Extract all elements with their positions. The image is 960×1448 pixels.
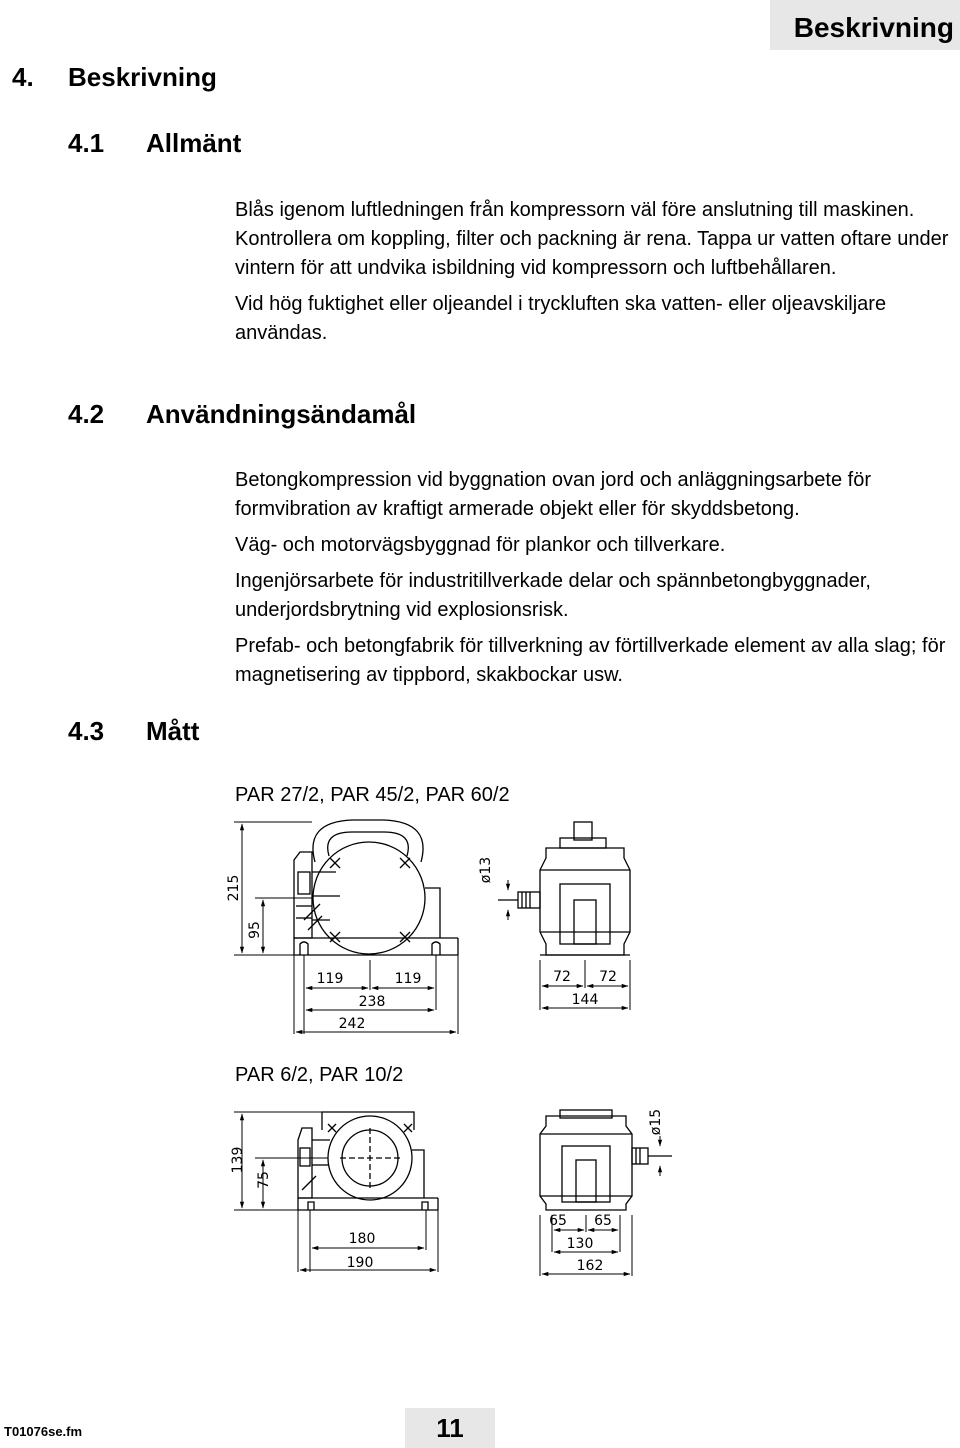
dim-side-half-right: 65 — [594, 1213, 612, 1229]
dim-side-width: 162 — [576, 1258, 604, 1274]
paragraph: Blås igenom luftledningen från kompressorn väl före anslutning till maskinen. Kontrollera om koppling, filter och packning är rena. Tappa ur vatten oftare under vintern för att undvika isbildning vid kompressorn och luftbehållaren. — [235, 199, 949, 279]
drawing-caption-1: PAR 27/2, PAR 45/2, PAR 60/2 — [235, 784, 510, 806]
section-title: Användningsändamål — [146, 399, 417, 429]
section-title: Mått — [146, 716, 200, 746]
footer-filename: T01076se.fm — [4, 1424, 83, 1439]
dim-half-left: 119 — [316, 971, 344, 987]
paragraph: Väg- och motorvägsbyggnad för plankor och tillverkare. — [235, 534, 726, 556]
drawing-1-front-dimensions — [234, 822, 458, 1034]
chapter-number: 4. — [12, 62, 34, 92]
dim-diameter: ø15 — [648, 1108, 664, 1136]
dim-height-total: 215 — [226, 874, 242, 902]
dim-side-width: 144 — [571, 992, 599, 1008]
dim-height-total: 139 — [230, 1146, 246, 1174]
drawing-1-front-view — [294, 820, 458, 955]
dim-side-half-right: 72 — [599, 969, 617, 985]
drawing-2-front-labels — [230, 1147, 375, 1271]
page-number: 11 — [405, 1408, 495, 1448]
dim-foot-span: 238 — [358, 994, 386, 1010]
section-title: Allmänt — [146, 128, 242, 158]
paragraph: Betongkompression vid byggnation ovan jord och anläggningsarbete för formvibration av kraftigt armerade objekt eller för skyddsbetong. — [235, 469, 871, 520]
running-header-title: Beskrivning — [793, 12, 954, 43]
paragraph: Prefab- och betongfabrik för tillverkning av förtillverkade element av alla slag; för magnetisering av tippbord, skakbockar usw. — [235, 635, 946, 686]
dim-foot-span: 180 — [348, 1231, 376, 1247]
drawing-2-front-view — [298, 1112, 438, 1210]
section-number: 4.3 — [68, 716, 105, 746]
drawing-1-side-view — [498, 822, 630, 955]
paragraph: Ingenjörsarbete för industritillverkade delar och spännbetongbyggnader, underjordsbrytning vid explosionsrisk. — [235, 570, 871, 621]
dim-height-axis: 95 — [247, 921, 263, 939]
chapter-title: Beskrivning — [68, 62, 217, 92]
drawing-2-side-dimensions — [540, 1136, 660, 1276]
section-number: 4.2 — [68, 399, 105, 429]
dim-side-half-left: 72 — [553, 969, 571, 985]
dim-side-half-left: 65 — [549, 1213, 567, 1229]
dim-diameter: ø13 — [478, 856, 494, 884]
drawing-2-front-dimensions — [234, 1112, 438, 1272]
dim-width-total: 190 — [346, 1255, 374, 1271]
dim-side-span: 130 — [566, 1236, 594, 1252]
dim-width-total: 242 — [338, 1016, 366, 1032]
dim-half-right: 119 — [394, 971, 422, 987]
dim-height-axis: 75 — [256, 1171, 272, 1189]
paragraph: Vid hög fuktighet eller oljeandel i tryckluften ska vatten- eller oljeavskiljare användas. — [235, 293, 887, 344]
section-number: 4.1 — [68, 128, 105, 158]
drawing-caption-2: PAR 6/2, PAR 10/2 — [235, 1064, 404, 1086]
